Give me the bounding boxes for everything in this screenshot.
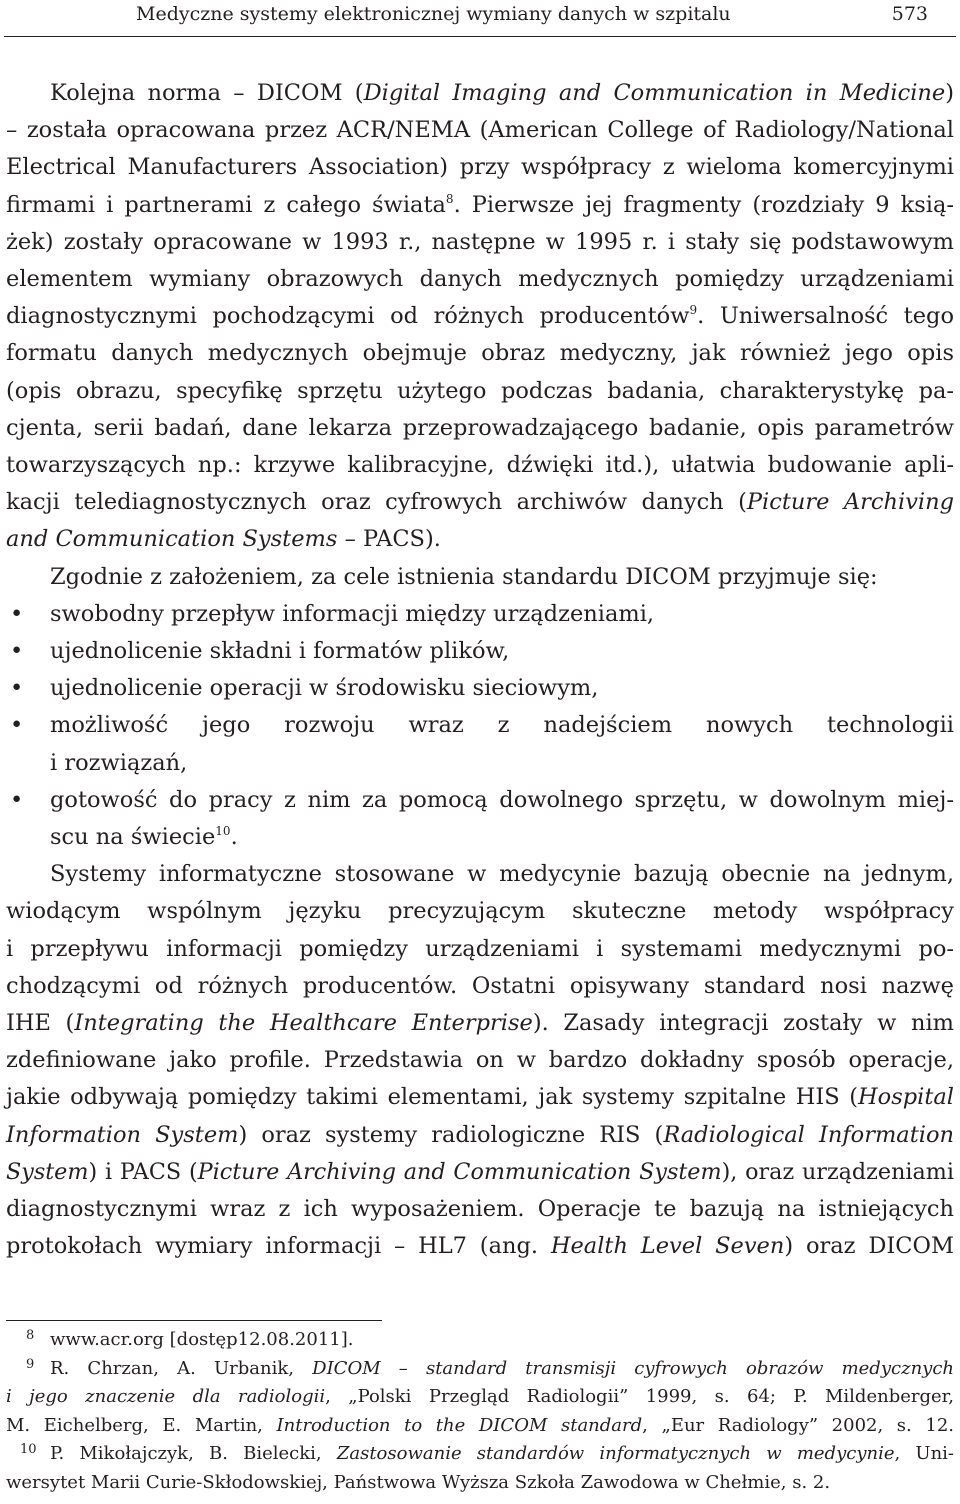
text-line: Systemy informatyczne stosowane w medycynie bazują obecnie na jednym,	[50, 861, 954, 888]
text-run: ). Zasady integracji zostały w nim	[532, 1010, 954, 1037]
list-item	[6, 596, 954, 633]
text-line	[6, 521, 954, 558]
text-run: ) oraz systemy radiologiczne RIS (	[238, 1121, 664, 1148]
text-line: Electrical Manufacturers Association) przy współpracy z wieloma komercyjnymi	[6, 154, 954, 181]
italic-run: Picture Archiving	[746, 489, 954, 516]
text-run: diagnostycznymi pochodzącymi od różnych producentów	[6, 303, 690, 330]
footnote-8: 8 www.acr.org [dostęp12.08.2011].	[26, 1328, 354, 1350]
bullet-icon: •	[10, 675, 24, 702]
text-line	[6, 1228, 954, 1265]
text-line: formatu danych medycznych obejmuje obraz medyczny, jak również jego opis	[6, 340, 954, 367]
list-item	[6, 633, 954, 670]
list-item-text: ujednolicenie operacji w środowisku sieciowym,	[50, 675, 599, 702]
italic-run: Picture Archiving and Communication System	[197, 1158, 722, 1185]
text-run: P. Mikołajczyk, B. Bielecki,	[50, 1443, 337, 1464]
footnote-10: 10 P. Mikołajczyk, B. Bielecki, Zastosowanie standardów informatycznych w medycynie, Uni-	[20, 1442, 955, 1464]
text-run: kacji telediagnostycznych oraz cyfrowych archiwów danych (	[6, 489, 747, 516]
footnote-ref-9: 9	[689, 303, 698, 318]
bullet-icon: •	[10, 600, 24, 627]
italic-run: and Communication Systems	[6, 526, 338, 553]
text-run: IHE (	[6, 1010, 75, 1037]
text-run: . Pierwsze jej fragmenty (rozdziały 9 ksią-	[453, 191, 954, 218]
text-line	[6, 1117, 954, 1154]
footnote-9-line-3	[6, 1412, 954, 1441]
italic-run: Information System	[6, 1121, 239, 1148]
text-line	[6, 1154, 954, 1191]
text-run: scu na świecie	[50, 824, 216, 851]
text-run: , „Polski Przegląd Radiologii” 1999, s. 64; P. Mildenberger,	[325, 1386, 954, 1407]
text-line	[6, 484, 954, 521]
list-item	[6, 707, 954, 744]
list-item-continuation: i rozwiązań,	[50, 749, 188, 776]
italic-run: Health Level Seven	[550, 1233, 785, 1260]
italic-run: i jego znaczenie dla radiologii	[6, 1386, 326, 1407]
bullet-icon: •	[10, 786, 24, 813]
text-run: R. Chrzan, A. Urbanik,	[50, 1357, 313, 1379]
list-item-text: gotowość do pracy z nim za pomocą dowolnego sprzętu, w dowolnym miej-	[50, 786, 954, 813]
page-number: 573	[891, 3, 928, 25]
text-line	[6, 298, 954, 335]
footnote-rule	[6, 1320, 382, 1321]
text-line: diagnostycznymi wraz z ich wyposażeniem. Operacje te bazują na istniejących	[6, 1196, 954, 1223]
italic-run: Introduction to the DICOM standard	[276, 1414, 643, 1436]
text-line: zdefiniowane jako profile. Przedstawia on w bardzo dokładny sposób operacje,	[6, 1047, 954, 1074]
list-item-continuation	[6, 819, 954, 856]
text-line: wiodącym wspólnym języku precyzującym skuteczne metody współpracy	[6, 898, 954, 925]
italic-run: Zastosowanie standardów informatycznych w medycynie	[336, 1443, 895, 1464]
text-run: – PACS).	[337, 526, 441, 553]
text-run: ) i PACS (	[88, 1158, 198, 1185]
text-line: Zgodnie z założeniem, za cele istnienia standardu DICOM przyjmuje się:	[50, 563, 878, 590]
italic-run: Digital Imaging and Communication in Medicine	[363, 80, 946, 106]
text-run: protokołach wymiary informacji – HL7 (ang.	[6, 1233, 551, 1260]
paragraph-dicom-intro	[6, 75, 954, 559]
footnote-9: 9 R. Chrzan, A. Urbanik, DICOM – standard transmisji cyfrowych obrazów medycznych	[26, 1356, 955, 1379]
text-run: firmami i partnerami z całego świata	[6, 191, 446, 218]
footnote-10-line-2: wersytet Marii Curie-Skłodowskiej, Państwowa Wyższa Szkoła Zawodowa w Chełmie, s. 2.	[6, 1471, 831, 1493]
bullet-icon: •	[10, 712, 24, 739]
text-line	[6, 187, 954, 224]
footnotes	[6, 1326, 954, 1497]
text-line	[6, 1079, 954, 1116]
text-run: jakie odbywają pomiędzy takimi elementami, jak systemy szpitalne HIS (	[6, 1084, 859, 1111]
list-item-text: swobodny przepływ informacji między urządzeniami,	[50, 600, 655, 627]
text-run: , „Eur Radiology” 2002, s. 12.	[642, 1414, 954, 1436]
text-line: chodzącymi od różnych producentów. Ostatni opisywany standard nosi nazwę	[6, 972, 954, 999]
running-head: Medyczne systemy elektronicznej wymiany danych w szpitalu	[136, 3, 731, 25]
footnote-9-line-2	[6, 1383, 954, 1412]
text-run: M. Eichelberg, E. Martin,	[6, 1414, 277, 1436]
body-text	[6, 75, 954, 1266]
text-line: cjenta, serii badań, dane lekarza przeprowadzającego badanie, opis parametrów	[6, 414, 954, 441]
footnote-ref-10: 10	[215, 824, 231, 839]
text-run: )	[945, 80, 954, 106]
text-line: żek) zostały opracowane w 1993 r., następne w 1995 r. i stały się podstawowym	[6, 228, 954, 255]
italic-run: Integrating the Healthcare Enterprise	[74, 1010, 533, 1037]
italic-run: Hospital	[858, 1084, 954, 1111]
list-item	[6, 670, 954, 707]
text-line: towarzyszących np.: krzywe kalibracyjne, dźwięki itd.), ułatwia budowanie apli-	[6, 452, 954, 479]
header-rule	[4, 36, 956, 37]
list-item	[6, 782, 954, 819]
text-run: , Uni-	[894, 1443, 955, 1464]
text-line	[6, 75, 954, 112]
paragraph-ihe	[6, 856, 954, 1265]
text-line: (opis obrazu, specyfikę sprzętu użytego podczas badania, charakterystykę pa-	[6, 377, 954, 404]
footnote-text: www.acr.org [dostęp12.08.2011].	[50, 1329, 354, 1350]
list-item-text: możliwość jego rozwoju wraz z nadejściem nowych technologii	[50, 712, 954, 739]
text-line: – została opracowana przez ACR/NEMA (American College of Radiology/National	[6, 117, 954, 144]
italic-run: Radiological Information	[663, 1121, 954, 1148]
list-item-text: ujednolicenie składni i formatów plików,	[50, 638, 510, 665]
text-run: Kolejna norma – DICOM (	[50, 80, 364, 106]
text-run: ), oraz urządzeniami	[721, 1158, 954, 1185]
italic-run: System	[6, 1158, 89, 1185]
text-run: .	[230, 824, 238, 851]
text-run: . Uniwersalność tego	[697, 303, 954, 330]
text-line: elementem wymiany obrazowych danych medycznych pomiędzy urządzeniami	[6, 266, 954, 293]
bullet-icon: •	[10, 638, 24, 665]
text-run: ) oraz DICOM	[784, 1233, 955, 1260]
paragraph-dicom-goals	[6, 559, 954, 857]
page-header	[0, 0, 960, 38]
footnote-ref-8: 8	[445, 191, 454, 206]
italic-run: DICOM – standard transmisji cyfrowych obrazów medycznych	[312, 1357, 955, 1379]
text-line	[6, 1005, 954, 1042]
text-line: i przepływu informacji pomiędzy urządzeniami i systemami medycznymi po-	[6, 935, 954, 962]
